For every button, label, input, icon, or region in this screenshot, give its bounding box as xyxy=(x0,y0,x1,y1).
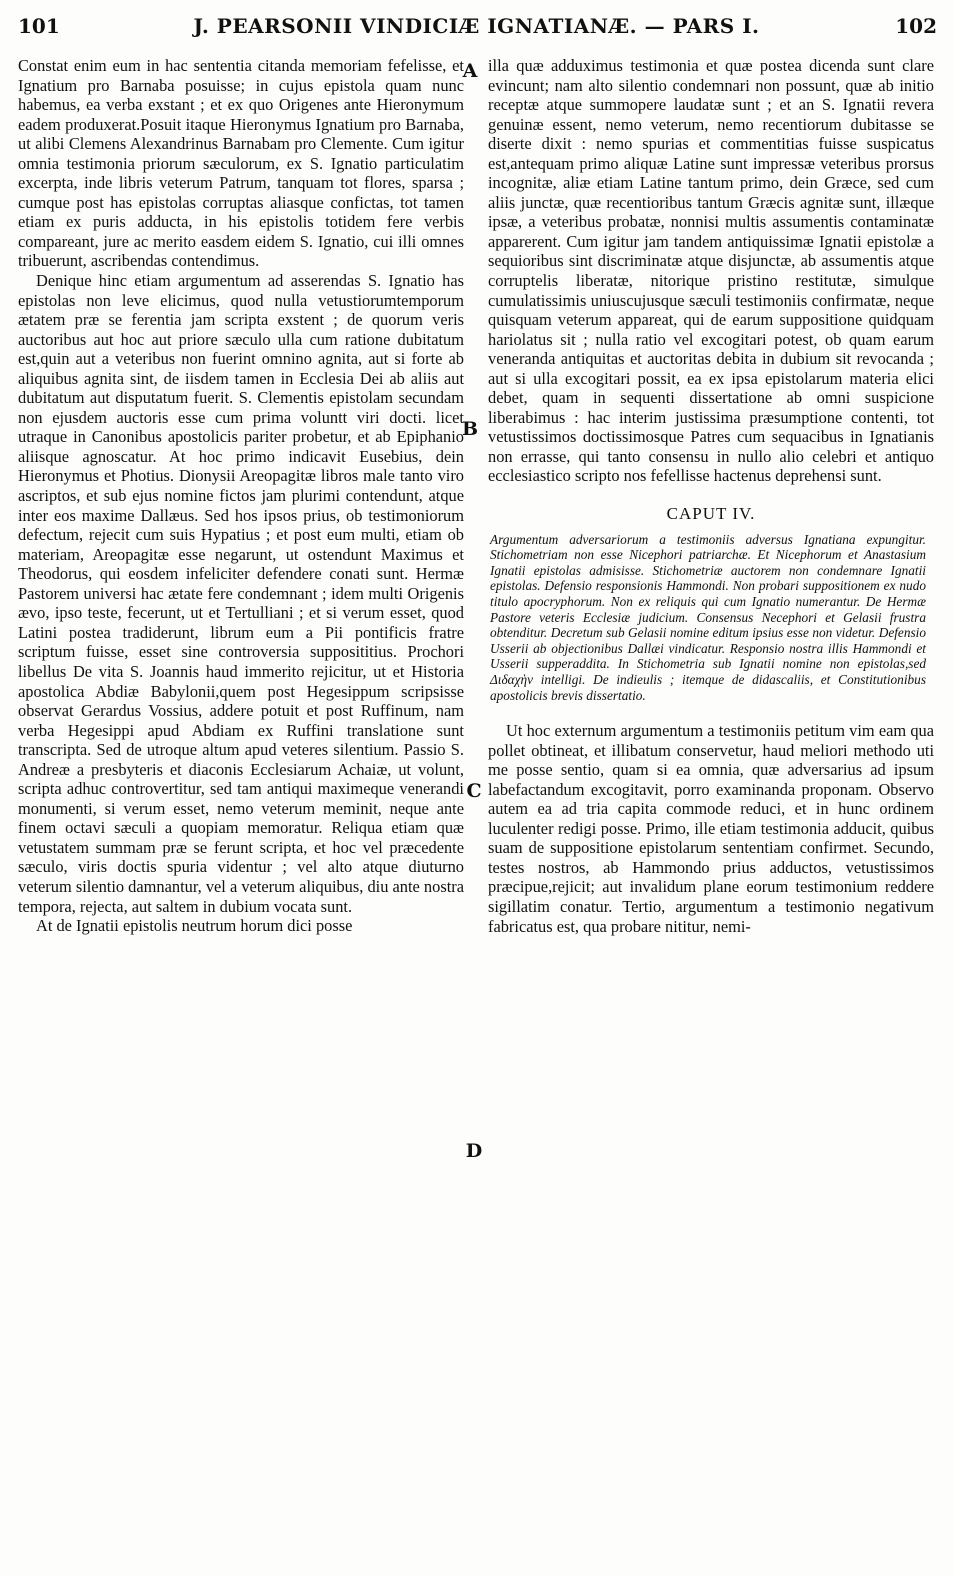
running-title: J. PEARSONII VINDICIÆ IGNATIANÆ. — PARS I. xyxy=(193,14,760,38)
right-column xyxy=(488,56,934,936)
page-number-left: 101 xyxy=(18,14,60,38)
chapter-argument: Argumentum adversariorum a testimoniis adversus Ignatiana expungitur. Stichometriam non esse Nicephori patriarchæ. Et Nicephorum et Anastasium Ignatii epistolas admisisse. Stichometriæ auctorem non condemnare Ignatii epistolas. Defensio responsionis Hammondi. Non probari suppositionem ex nudo titulo apocryphorum. Non ex reliquis qui cum Ignatio numerantur. De Hermæ Pastore veteris Ecclesiæ judicium. Consensus Necephori et Gelasii frustra obtenditur. Decretum sub Gelasii nomine editum ipsius esse non videtur. Defensio Usserii ab objectionibus Dallæi vindicatur. Responsio nostra illis Hammondi et Usserii supperaddita. In Stichometria sub Ignatii nomine non epistolas,sed Διδαχὴν intelligi. De indieulis ; itemque de didascaliis, et Constitutionibus apostolicis brevis dissertatio. xyxy=(490,531,926,703)
paragraph: At de Ignatii epistolis neutrum horum dici posse xyxy=(36,916,353,936)
section-marker-d: D xyxy=(465,1140,483,1162)
paragraph: Ut hoc externum argumentum a testimoniis petitum vim eam qua pollet obtineat, et illibatum conservetur, haud meliori methodo uti me posse sentio, quam si ea omnia, quæ adversarius ad ipsum labefactandum excogitavit, porro examinanda proponam. Observo autem ea ad tria capita commode reduci, et in hunc ordinem luculenter redigi posse. Primo, ille etiam testimonia adducit, quibus suam de suppositione epistolarum sententiam confirmet. Secundo, testes nostros, ab Hammondo prius adductos, vetustissimos præcipue,rejicit; aut invalidum plane eorum testimonium reddere sigillatim conatur. Tertio, argumentum a testimonio negativum fabricatus est, qua probare nititur, nemi- xyxy=(488,721,934,936)
chapter-heading: CAPUT IV. xyxy=(666,504,756,524)
paragraph: illa quæ adduximus testimonia et quæ postea dicenda sunt clare evincunt; nam alto silentio condemnari non possunt, quæ ab initio receptæ atque summopere laudatæ sunt ; et an S. Ignatii revera genuinæ essent, nemo veterum, nemo recentiorum dubitasse se diserte dixit : nemo spurias et commentitias fuisse suspicatus est,antequam primo aliquæ Latine sunt impressæ veteribus prorsus incognitæ, aliæ etiam Latine tantum primo, dein Græce, sed cum aliis junctæ, quæ recentioribus tantum Græcis agnitæ sunt, illæque ipsæ, a veteribus probatæ, nonnisi multis assumentis contaminatæ apparerent. Cum igitur jam tandem antiquissimæ Ignatii epistolæ a sequioribus sint discriminatæ atque disjunctæ, ab assumentis atque corruptelis liberatæ, nitorique pristino restitutæ, simulque cumulatissimis uniuscujusque sæculi testimoniis confirmatæ, neque quisquam veterum appareat, qui de earum suppositione quidquam hariolatus sit ; nulla ratio vel excogitari potest, ob quam earum veneranda antiquitas et auctoritas debita in dubium sit revocanda ; aut si ulla excogitari possit, ea ex ipsa epistolarum materia elici debet, quam in sequenti dissertatione ab omni suspicione liberabimus : hac interim justissima præsumptione contenti, tot vetustissimos doctissimosque Patres cum sequacibus in Ignatianis non errasse, qui tanto consensu in nullo alio celebri et antiquo ecclesiastico scripto nos fefellisse hactenus deprehensi sunt. xyxy=(488,56,934,486)
section-marker-a: A xyxy=(462,60,478,82)
page-number-right: 102 xyxy=(895,14,937,38)
paragraph: Denique hinc etiam argumentum ad asserendas S. Ignatio has epistolas non leve elicimus, quod nulla vetustiorumtemporum ætatem præ se ferentia jam scripta exstent ; de quorum veris auctoribus aut hoc aut priore sæculo ulla cum ratione dubitatum est,quin aut a veteribus non fuerint omnino agnita, aut si forte ab aliquibus agnita sint, de iisdem tamen in Ecclesia Dei ab aliis aut dubitatum aut disputatum fuerit. S. Clementis epistolam secundam non ejusdem auctoris esse cum prima voluntt viri docti. licet utraque in Canonibus apostolicis pariter probetur, et ab Epiphanio aliisque agnoscatur. At hoc primo indicavit Eusebius, dein Hieronymus et Photius. Dionysii Areopagitæ libros male tanto viro ascriptos, et sub ejus nomine fictos jam plurimi contendunt, atque inter eos maxime Dallæus. Sed hos ipsos prius, ob testimoniorum defectum, rejecit cum suis Hypatius ; et post eum multi, etiam ob materiam, Areopagitæ esse negarunt, ut ostendunt Maximus et Theodorus, qui eosdem infeliciter defendere conati sunt. Hermæ Pastorem universi hac ætate fere condemnant ; idem multi Origenis ævo, ipso teste, fecerunt, ut et Tertulliani ; et si verum esset, quod Latini postea tradiderunt, librum eum a Pii pontificis fratre scriptum fuisse, esset sine controversia supposititius. Prochori libellus De vita S. Joannis haud immerito rejicitur, ut et Historia apostolica Abdiæ Babylonii,quem post Hegesippum scripsisse observat Gerardus Vossius, addere potuit et post Ruffinum, nam verba Hegesippi apud Abdiam ex Ruffini translatione sunt transcripta. Sed de utroque altum apud veteres silentium. Passio S. Andreæ a presbyteris et diaconis Ecclesiarum Achaiæ, ut volunt, scripta adhuc controvertitur, sed tam antiqui maximeque venerandi monumenti, si verum esset, nemo veterum meminit, neque ante finem octavi sæculi a quopiam memoratur. Reliqua etiam quæ vetustatem summam præ se ferunt scripta, et hoc vel præcedente sæculo, viris doctis spuria videntur ; vel alto atque diuturno veterum silentio damnantur, vel a veterum aliquibus, diu ante nostra tempora, rejecta, aut saltem in dubium vocata sunt. xyxy=(18,271,464,916)
section-marker-b: B xyxy=(461,418,479,440)
section-marker-c: C xyxy=(466,780,482,802)
running-header xyxy=(0,14,953,40)
left-column xyxy=(18,56,464,936)
paragraph: Constat enim eum in hac sententia citanda memoriam fefelisse, et Ignatium pro Barnaba posuisse; in cujus epistola quam nunc habemus, ea verba exstant ; et ex quo Origenes ante Hieronymum eadem produxerat.Posuit itaque Hieronymus Ignatium pro Barnaba, ut alibi Clemens Alexandrinus Barnabam pro Clemente. Cum igitur omnia testimonia priorum sæculorum, ex S. Ignatio particulatim excerpta, inde libris veterum Patrum, tanquam tot flores, sparsa ; cumque post has epistolas corruptas aliasque confictas, tot tamen etiam ex puris adducta, in his epistolis totidem fere verbis compareant, jure ac merito easdem eidem S. Ignatio, cui illi omnes tribuerunt, ascribendas contendimus. xyxy=(18,56,464,271)
